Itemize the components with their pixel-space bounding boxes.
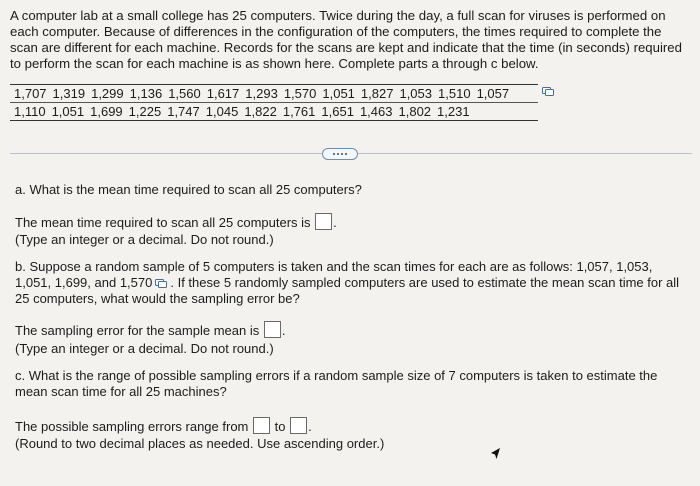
table-cell: 1,053	[399, 86, 433, 101]
table-row	[10, 102, 538, 120]
table-cell: 1,802	[398, 104, 432, 119]
more-button[interactable]	[322, 148, 358, 160]
part-b-note: (Type an integer or a decimal. Do not round.)	[15, 341, 274, 356]
table-cell: 1,051	[322, 86, 355, 101]
mean-time-input[interactable]	[315, 213, 332, 230]
table-cell: 1,057	[476, 86, 510, 101]
part-b-question-rest: . If these 5 randomly sampled computers are used to estimate the mean scan time for all 25 computers, what would the sampling error be?	[15, 275, 680, 306]
table-cell: 1,231	[437, 104, 470, 119]
mouse-pointer-icon	[489, 447, 503, 461]
part-c-answer-line	[15, 417, 675, 435]
table-cell: 1,651	[321, 104, 354, 119]
table-cell: 1,051	[51, 104, 85, 119]
dot	[337, 153, 339, 155]
table-cell: 1,560	[168, 86, 201, 101]
part-c-question: c. What is the range of possible sampling errors if a random sample size of 7 computers is taken to estimate the mean scan time for all 25 machines?	[15, 368, 658, 399]
part-a-answer-label: The mean time required to scan all 25 computers is	[15, 215, 311, 230]
range-upper-input[interactable]	[290, 417, 307, 434]
table-cell: 1,707	[14, 86, 47, 101]
part-b-answer-label: The sampling error for the sample mean is	[15, 323, 260, 338]
sampling-error-input[interactable]	[264, 321, 281, 338]
part-b-answer-line	[15, 321, 675, 339]
table-cell: 1,510	[438, 86, 471, 101]
part-a-answer-line	[15, 213, 675, 231]
table-cell: 1,570	[283, 86, 317, 101]
table-cell: 1,293	[245, 86, 278, 101]
table-cell: 1,699	[90, 104, 123, 119]
period: .	[281, 323, 286, 338]
table-cell: 1,463	[359, 104, 393, 119]
table-cell: 1,225	[128, 104, 162, 119]
period: .	[308, 419, 312, 434]
to-label: to	[274, 419, 286, 434]
table-cell: 1,822	[244, 104, 277, 119]
dot	[333, 153, 335, 155]
part-c-answer-label: The possible sampling errors range from	[15, 419, 249, 434]
part-a-question: a. What is the mean time required to scan all 25 computers?	[15, 182, 362, 197]
table-cell: 1,136	[129, 86, 163, 101]
dot	[345, 153, 347, 155]
table-cell: 1,827	[360, 86, 394, 101]
period: .	[333, 215, 337, 230]
table-cell: 1,110	[14, 104, 46, 119]
table-cell: 1,761	[282, 104, 316, 119]
copy-icon[interactable]	[542, 87, 554, 96]
copy-icon[interactable]	[155, 279, 167, 288]
part-c-note: (Round to two decimal places as needed. Use ascending order.)	[15, 436, 385, 451]
dot	[341, 153, 343, 155]
part-a-note: (Type an integer or a decimal. Do not round.)	[15, 232, 274, 247]
table-cell: 1,747	[167, 104, 200, 119]
table-cell: 1,617	[206, 86, 240, 101]
part-b-question-text: b. Suppose a random sample of 5 computers is taken and the scan times for each are as follows: 1,057, 1,053, 1,051, 1,699, and 1,570	[15, 259, 653, 290]
table-cell: 1,045	[205, 104, 239, 119]
scan-times-table	[10, 84, 538, 121]
table-cell: 1,319	[52, 86, 86, 101]
problem-intro: A computer lab at a small college has 25 computers. Twice during the day, a full scan for viruses is performed on each computer. Because of differences in the configuration of the computers, the times required to complete the scan are different for each machine. Records for the scans are kept and indicate that the time (in seconds) required to perform the scan for each machine is as shown here. Complete parts a through c below.	[10, 8, 682, 71]
range-lower-input[interactable]	[253, 417, 270, 434]
part-b-question	[15, 259, 687, 307]
table-cell: 1,299	[91, 86, 124, 101]
table-row	[10, 85, 538, 102]
